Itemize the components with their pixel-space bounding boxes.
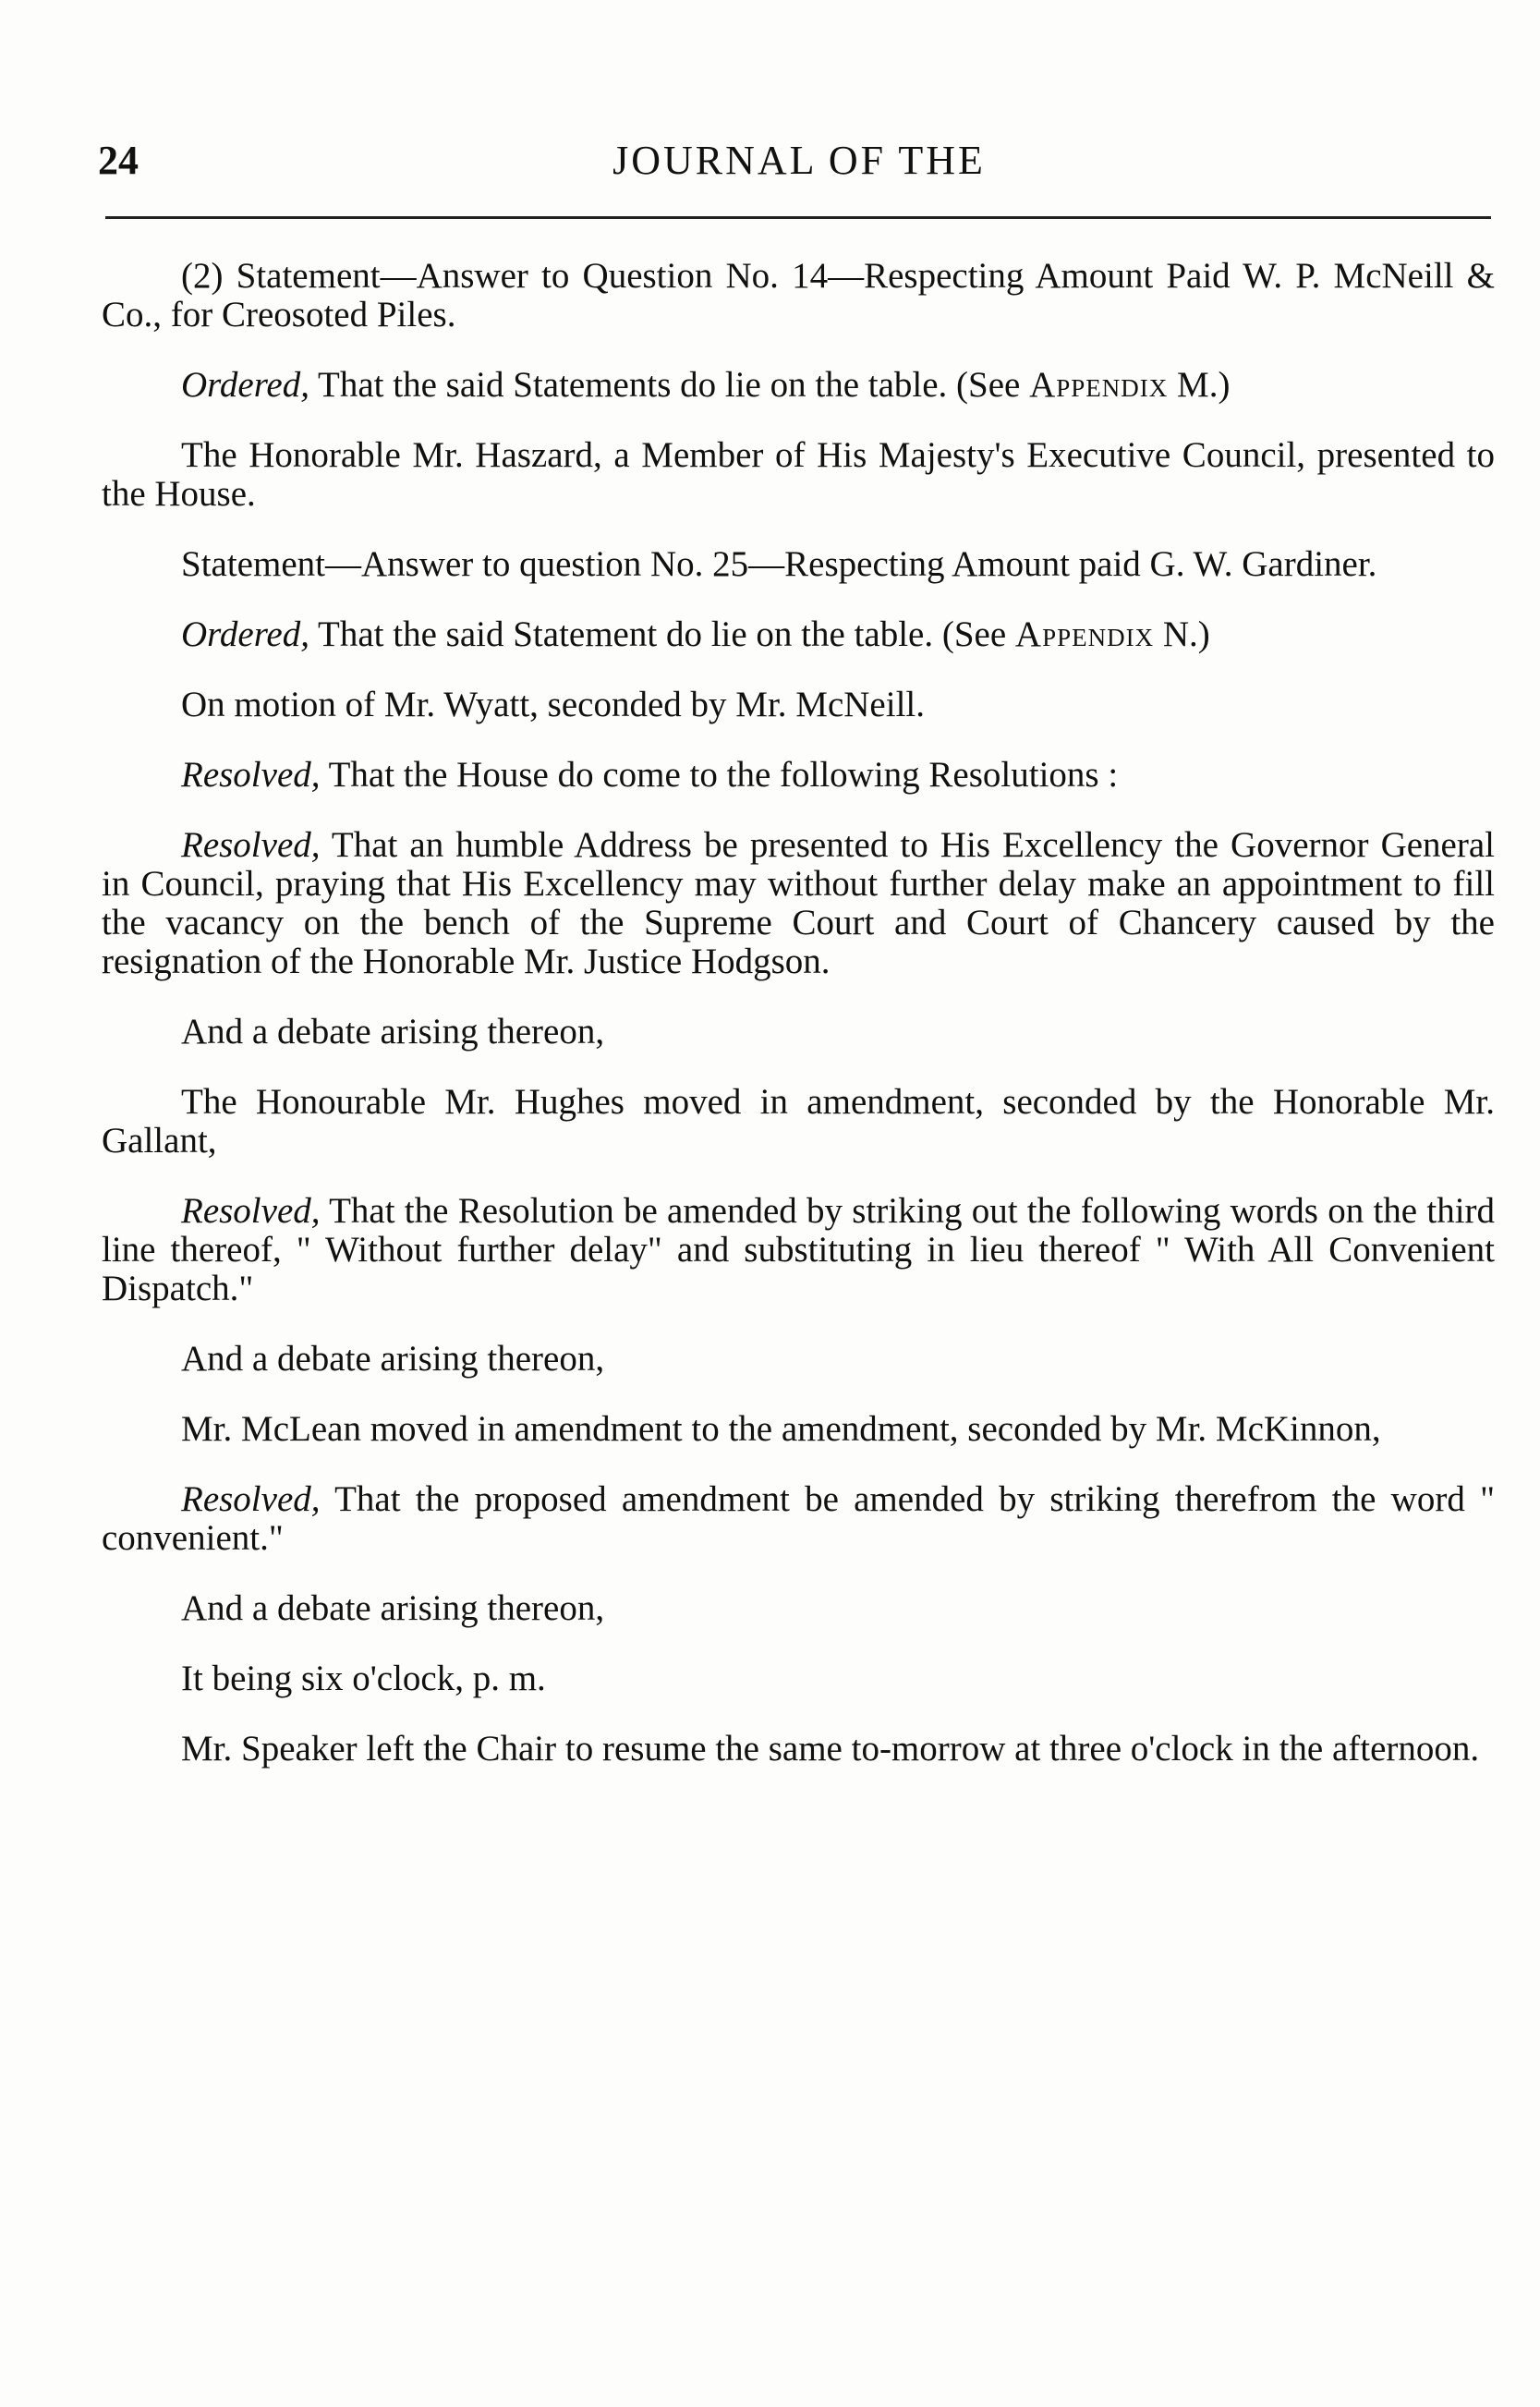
paragraph-lead: Resolved, [181,825,321,865]
page-header [92,137,1506,192]
running-title: JOURNAL OF THE [612,138,986,183]
paragraph-text: The Honourable Mr. Hughes moved in amendment, seconded by the Honorable Mr. Gallant, [102,1082,1495,1161]
paragraph-text: That the said Statement do lie on the table. (See [318,614,1007,654]
paragraph-text: Statement—Answer to question No. 25—Respecting Amount paid G. W. Gardiner. [181,544,1377,584]
paragraph-lead: Resolved, [181,1191,321,1231]
appendix-label: Appendix [1014,614,1155,654]
paragraph-resolved-resolutions [92,756,1506,795]
paragraph-debate-1 [92,1013,1506,1052]
paragraph-debate-3 [92,1589,1506,1628]
paragraph-text: Mr. McLean moved in amendment to the amendment, seconded by Mr. McKinnon, [181,1409,1381,1449]
paragraph-motion-wyatt [92,686,1506,724]
paragraph-hughes-amendment [92,1083,1506,1161]
paragraph-text: On motion of Mr. Wyatt, seconded by Mr. McNeill. [181,685,926,724]
paragraph-text: That the House do come to the following Resolutions : [328,755,1119,795]
paragraph-text: That the said Statements do lie on the table. (See [318,365,1021,405]
paragraph-resolved-convenient [92,1480,1506,1558]
page-number: 24 [98,138,139,183]
paragraph-ordered-appendix-m [92,366,1506,405]
paragraph-text: (2) Statement—Answer to Question No. 14—Respecting Amount Paid W. P. McNeill & Co., for Creosoted Piles. [102,256,1495,334]
appendix-ref: N.) [1162,614,1210,654]
header-rule [105,216,1491,219]
paragraph-mclean-amendment [92,1410,1506,1449]
paragraph-debate-2 [92,1340,1506,1379]
paragraph-six-oclock [92,1659,1506,1698]
paragraph-lead: Ordered, [181,614,309,654]
paragraph-speaker-left [92,1730,1506,1769]
paragraph-haszard [92,436,1506,514]
paragraph-text: And a debate arising thereon, [181,1588,605,1628]
paragraph-text: The Honorable Mr. Haszard, a Member of His Majesty's Executive Council, presented to the House. [102,435,1495,514]
journal-body [92,257,1506,1800]
paragraph-statement-25 [92,545,1506,584]
paragraph-lead: Resolved, [181,1479,321,1519]
paragraph-lead: Ordered, [181,365,309,405]
paragraph-resolved-address [92,826,1506,981]
paragraph-lead: Resolved, [181,755,321,795]
paragraph-resolved-amendment [92,1192,1506,1308]
paragraph-text: Mr. Speaker left the Chair to resume the same to-morrow at three o'clock in the afternoon. [181,1729,1480,1769]
paragraph-ordered-appendix-n [92,615,1506,654]
paragraph-text: That an humble Address be presented to His Excellency the Governor General in Council, praying that His Excellency may without further delay make an appointment to fill the vacancy on the bench of the Supreme Court and Court of Chancery caused by the resignation of the Honorable Mr. Justice Hodgson. [102,825,1495,981]
paragraph-text: That the Resolution be amended by striking out the following words on the third line thereof, " Without further delay" and substituting in lieu thereof " With All Convenient Dispatch." [102,1191,1496,1308]
appendix-ref: M.) [1177,365,1231,405]
appendix-label: Appendix [1029,365,1169,405]
paragraph-text: It being six o'clock, p. m. [181,1659,546,1698]
paragraph-statement-14 [92,257,1506,334]
paragraph-text: And a debate arising thereon, [181,1012,605,1052]
paragraph-text: That the proposed amendment be amended by striking therefrom the word " convenient." [102,1479,1495,1558]
paragraph-text: And a debate arising thereon, [181,1339,605,1379]
